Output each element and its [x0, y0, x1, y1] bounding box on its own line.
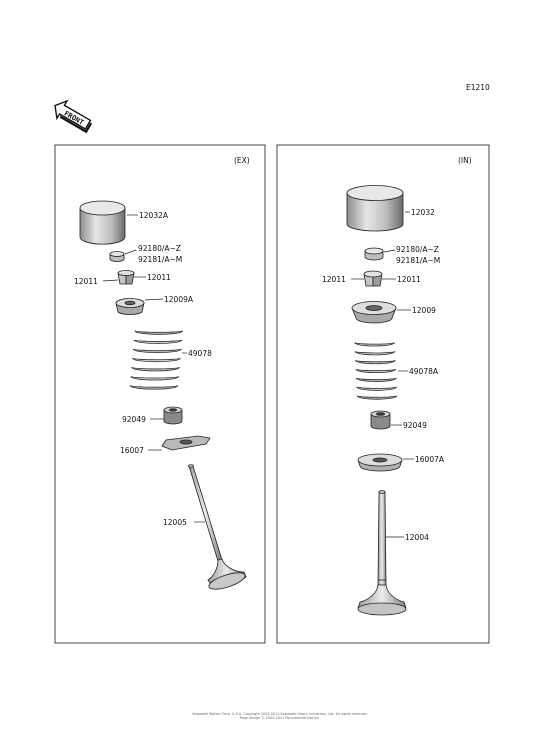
spring-coil [130, 385, 178, 389]
intake-valve-label: 12004 [405, 533, 429, 542]
diagram-code: E1210 [466, 83, 490, 92]
intake-seat-label: 16007A [415, 455, 444, 464]
exhaust-seat-label: 16007 [120, 446, 144, 455]
exhaust-panel [55, 145, 265, 643]
exhaust-shim-label-b: 92181/A~M [138, 255, 183, 264]
spring-coil [355, 342, 395, 346]
exhaust-shim-label-a: 92180/A~Z [138, 244, 181, 253]
intake-spring [355, 342, 397, 399]
intake-panel [277, 145, 489, 643]
intake-cotters [364, 271, 382, 286]
exhaust-seal [164, 407, 182, 424]
exhaust-seat [162, 436, 210, 450]
intake-shim-label-b: 92181/A~M [396, 256, 441, 265]
exhaust-cotters [118, 271, 134, 285]
intake-retainer [352, 302, 396, 324]
intake-tappet-label: 12032 [411, 208, 435, 217]
spring-coil [133, 349, 181, 353]
spring-coil [132, 358, 180, 362]
exhaust-cotter-label-left: 12011 [74, 277, 98, 286]
intake-cotter-label-left: 12011 [322, 275, 346, 284]
exhaust-cotter-label-right: 12011 [147, 273, 171, 282]
intake-spring-label: 49078A [409, 367, 438, 376]
intake-seat [358, 454, 402, 471]
exhaust-tappet [80, 201, 125, 244]
spring-coil [131, 376, 179, 380]
exhaust-spring [130, 331, 183, 390]
exhaust-valve [189, 465, 247, 593]
footer-copyright-line2: Page design © 2004-2011 Partsmart/Arinet Inc. [239, 716, 321, 720]
spring-coil [357, 387, 397, 391]
footer-copyright-line1: Kawasaki Motors Corp. U.S.A. Copyright 2003-2011 Kawasaki Heavy Industries, Ltd. All rights reserved. [192, 712, 368, 716]
spring-coil [355, 360, 395, 364]
exhaust-retainer-label: 12009A [164, 295, 193, 304]
front-arrow-icon [50, 97, 95, 134]
intake-tappet [347, 186, 403, 232]
spring-coil [132, 367, 180, 371]
spring-coil [356, 369, 396, 373]
exhaust-valve-label: 12005 [163, 518, 187, 527]
intake-valve [358, 491, 406, 615]
intake-panel-title: (IN) [458, 156, 472, 165]
spring-coil [135, 331, 183, 335]
intake-shim [365, 248, 383, 260]
exhaust-spring-label: 49078 [188, 349, 212, 358]
spring-coil [356, 378, 396, 382]
front-badge-label: FRONT [62, 109, 85, 127]
exhaust-tappet-label: 12032A [139, 211, 168, 220]
intake-shim-label-a: 92180/A~Z [396, 245, 439, 254]
exhaust-retainer [116, 299, 144, 315]
exhaust-shim [110, 252, 124, 262]
intake-retainer-label: 12009 [412, 306, 436, 315]
intake-seal-label: 92049 [403, 421, 427, 430]
spring-coil [134, 340, 182, 344]
intake-seal [371, 411, 390, 429]
spring-coil [357, 396, 397, 400]
spring-coil [355, 351, 395, 355]
exhaust-panel-title: (EX) [234, 156, 250, 165]
exhaust-seal-label: 92049 [122, 415, 146, 424]
intake-cotter-label-right: 12011 [397, 275, 421, 284]
